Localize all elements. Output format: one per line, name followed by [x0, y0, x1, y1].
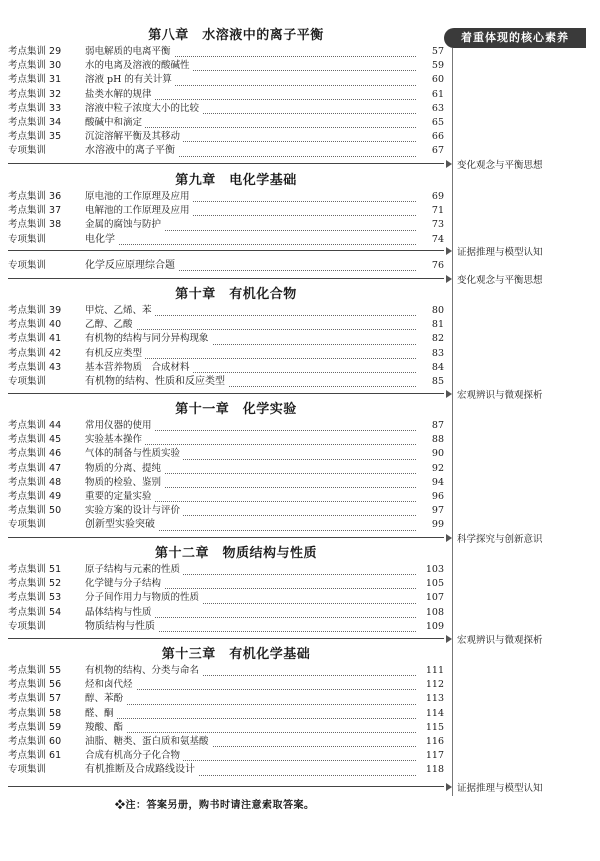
- entry-title: 原电池的工作原理及应用: [85, 190, 193, 204]
- core-literacy-tag: [446, 244, 543, 258]
- entry-title: 有机物的结构与同分异构现象: [85, 332, 212, 346]
- entry-title: 气体的制备与性质实验: [85, 447, 183, 461]
- entry-title: 乙醇、乙酸: [85, 318, 136, 332]
- entry-page: 71: [416, 204, 444, 218]
- chapter-9: [8, 172, 444, 247]
- entry-title: 物质结构与性质: [85, 620, 158, 634]
- entry-label: 考点集训 31: [8, 74, 62, 86]
- entry-title: 弱电解质的电离平衡: [85, 45, 174, 59]
- entry-label: 专项集训: [8, 375, 47, 387]
- chapter-divider: [8, 250, 444, 251]
- chapter-11: [8, 401, 444, 533]
- core-literacy-banner: 着重体现的核心素养: [444, 28, 586, 48]
- core-literacy-tag: [446, 157, 543, 171]
- entry-title: 电解池的工作原理及应用: [85, 204, 193, 218]
- entry-label: 考点集训 54: [8, 606, 62, 618]
- entry-label: 考点集训 40: [8, 319, 62, 331]
- entry-title: 有机反应类型: [85, 347, 145, 361]
- reaction-principle-section: [8, 259, 444, 273]
- entry-label: 考点集训 37: [8, 205, 62, 217]
- entry-title: 水溶液中的离子平衡: [85, 144, 178, 158]
- entry-page: 116: [416, 735, 444, 749]
- core-literacy-label: 变化观念与平衡思想: [457, 275, 543, 286]
- core-literacy-tag: [446, 632, 543, 646]
- entry-title: 基本营养物质 合成材料: [85, 361, 193, 375]
- chapter-title: 第十一章 化学实验: [175, 402, 297, 417]
- entry-label: 考点集训 33: [8, 102, 62, 114]
- entry-title: 甲烷、乙烯、苯: [85, 304, 155, 318]
- entry-title: 合成有机高分子化合物: [85, 749, 183, 763]
- entry-page: 73: [416, 218, 444, 232]
- entry-title: 物质的检验、鉴别: [85, 476, 164, 490]
- core-literacy-label: 变化观念与平衡思想: [457, 160, 543, 171]
- entry-title: 原子结构与元素的性质: [85, 563, 183, 577]
- entry-title: 晶体结构与性质: [85, 606, 155, 620]
- chapter-8: [8, 27, 444, 159]
- entry-title: 羧酸、酯: [85, 721, 126, 735]
- entry-page: 99: [416, 518, 444, 532]
- entry-label: 考点集训 53: [8, 592, 62, 604]
- entry-title: 水的电离及溶液的酸碱性: [85, 59, 193, 73]
- entry-label: 考点集训 45: [8, 434, 62, 446]
- entry-label: 考点集训 32: [8, 88, 62, 100]
- entry-title: 溶液 pH 的有关计算: [85, 73, 175, 87]
- entry-page: 112: [416, 678, 444, 692]
- entry-label: 考点集训 50: [8, 505, 62, 517]
- entry-page: 88: [416, 433, 444, 447]
- entry-page: 90: [416, 447, 444, 461]
- entry-page: 65: [416, 116, 444, 130]
- entry-label: 考点集训 38: [8, 219, 62, 231]
- core-literacy-label: 证据推理与模型认知: [457, 247, 543, 258]
- entry-title: 有机物的结构、性质和反应类型: [85, 375, 228, 389]
- entry-page: 82: [416, 332, 444, 346]
- entry-page: 61: [416, 88, 444, 102]
- entry-title: 金属的腐蚀与防护: [85, 218, 164, 232]
- entry-label: 考点集训 47: [8, 462, 62, 474]
- entry-page: 113: [416, 692, 444, 706]
- chapter-divider: [8, 638, 444, 639]
- entry-label: 专项集训: [8, 764, 47, 776]
- toc-entry-special[interactable]: [8, 620, 444, 634]
- entry-title: 油脂、糖类、蛋白质和氨基酸: [85, 735, 212, 749]
- entry-page: 117: [416, 749, 444, 763]
- entry-page: 76: [416, 259, 444, 273]
- entry-title: 化学反应原理综合题: [85, 259, 178, 273]
- entry-title: 分子间作用力与物质的性质: [85, 591, 202, 605]
- chapter-title: 第八章 水溶液中的离子平衡: [148, 28, 324, 43]
- toc-entry-special[interactable]: [8, 233, 444, 247]
- entry-label: 专项集训: [8, 233, 47, 245]
- chapter-10: [8, 286, 444, 389]
- core-literacy-tag: [446, 272, 543, 286]
- entry-page: 59: [416, 59, 444, 73]
- entry-label: 考点集训 52: [8, 578, 62, 590]
- entry-page: 109: [416, 620, 444, 634]
- entry-label: 考点集训 49: [8, 490, 62, 502]
- entry-title: 实验基本操作: [85, 433, 145, 447]
- core-literacy-tag: [446, 780, 543, 794]
- entry-label: 考点集训 34: [8, 116, 62, 128]
- entry-label: 考点集训 59: [8, 721, 62, 733]
- entry-page: 96: [416, 490, 444, 504]
- entry-page: 94: [416, 476, 444, 490]
- chapter-divider: [8, 278, 444, 279]
- entry-page: 74: [416, 233, 444, 247]
- arrow-right-icon: [446, 390, 452, 398]
- entry-label: 考点集训 60: [8, 735, 62, 747]
- entry-label: 专项集训: [8, 145, 47, 157]
- entry-label: 专项集训: [8, 260, 47, 271]
- entry-title: 创新型实验突破: [85, 518, 158, 532]
- entry-title: 烃和卤代烃: [85, 678, 136, 692]
- chapter-12: [8, 545, 444, 634]
- entry-page: 60: [416, 73, 444, 87]
- entry-label: 考点集训 41: [8, 333, 62, 345]
- entry-title: 重要的定量实验: [85, 490, 155, 504]
- entry-page: 114: [416, 707, 444, 721]
- entry-page: 87: [416, 419, 444, 433]
- entry-page: 69: [416, 190, 444, 204]
- entry-page: 103: [416, 563, 444, 577]
- entry-page: 118: [416, 763, 444, 777]
- arrow-right-icon: [446, 534, 452, 542]
- entry-title: 溶液中粒子浓度大小的比较: [85, 102, 202, 116]
- entry-page: 63: [416, 102, 444, 116]
- chapter-title: 第十二章 物质结构与性质: [154, 546, 317, 561]
- core-literacy-tag: [446, 531, 543, 545]
- chapter-13: [8, 646, 444, 778]
- entry-label: 考点集训 56: [8, 679, 62, 691]
- arrow-right-icon: [446, 635, 452, 643]
- toc-entry-special[interactable]: [8, 259, 444, 273]
- entry-page: 97: [416, 504, 444, 518]
- chapter-divider: [8, 786, 444, 787]
- entry-label: 考点集训 51: [8, 564, 62, 575]
- entry-label: 考点集训 43: [8, 361, 62, 373]
- entry-label: 专项集训: [8, 519, 47, 531]
- entry-label: 考点集训 36: [8, 191, 62, 202]
- entry-page: 57: [416, 45, 444, 59]
- entry-label: 专项集训: [8, 620, 47, 632]
- entry-page: 67: [416, 144, 444, 158]
- entry-title: 醇、苯酚: [85, 692, 126, 706]
- entry-page: 108: [416, 606, 444, 620]
- entry-label: 考点集训 57: [8, 693, 62, 705]
- entry-title: 盐类水解的规律: [85, 88, 155, 102]
- chapter-title: 第九章 电化学基础: [175, 173, 297, 188]
- entry-title: 有机物的结构、分类与命名: [85, 664, 202, 678]
- entry-page: 80: [416, 304, 444, 318]
- entry-title: 有机推断及合成路线设计: [85, 763, 198, 777]
- entry-page: 105: [416, 577, 444, 591]
- entry-page: 83: [416, 347, 444, 361]
- entry-title: 酸碱中和滴定: [85, 116, 145, 130]
- arrow-right-icon: [446, 783, 452, 791]
- entry-title: 实验方案的设计与评价: [85, 504, 183, 518]
- toc-entry-special[interactable]: [8, 763, 444, 777]
- core-literacy-label: 证据推理与模型认知: [457, 783, 543, 794]
- entry-page: 81: [416, 318, 444, 332]
- entry-title: 沉淀溶解平衡及其移动: [85, 130, 183, 144]
- entry-page: 85: [416, 375, 444, 389]
- toc-entry-special[interactable]: [8, 144, 444, 158]
- entry-label: 考点集训 44: [8, 420, 62, 431]
- entry-page: 92: [416, 462, 444, 476]
- arrow-right-icon: [446, 160, 452, 168]
- entry-label: 考点集训 42: [8, 347, 62, 359]
- chapter-divider: [8, 393, 444, 394]
- toc-entry-special[interactable]: [8, 518, 444, 532]
- core-literacy-tag: [446, 387, 543, 401]
- chapter-title: 第十三章 有机化学基础: [161, 647, 311, 662]
- entry-page: 115: [416, 721, 444, 735]
- arrow-right-icon: [446, 247, 452, 255]
- entry-label: 考点集训 46: [8, 448, 62, 460]
- entry-page: 84: [416, 361, 444, 375]
- entry-page: 111: [416, 664, 444, 678]
- entry-label: 考点集训 48: [8, 476, 62, 488]
- entry-title: 物质的分离、提纯: [85, 462, 164, 476]
- arrow-right-icon: [446, 275, 452, 283]
- toc-entry-special[interactable]: [8, 375, 444, 389]
- entry-label: 考点集训 55: [8, 665, 62, 676]
- entry-label: 考点集训 61: [8, 750, 62, 762]
- entry-title: 常用仪器的使用: [85, 419, 155, 433]
- entry-label: 考点集训 35: [8, 131, 62, 143]
- chapter-title: 第十章 有机化合物: [175, 287, 297, 302]
- core-literacy-label: 宏观辨识与微观探析: [457, 635, 543, 646]
- entry-label: 考点集训 58: [8, 707, 62, 719]
- entry-page: 107: [416, 591, 444, 605]
- entry-page: 66: [416, 130, 444, 144]
- entry-label: 考点集训 29: [8, 46, 62, 57]
- entry-title: 电化学: [85, 233, 118, 247]
- entry-title: 醛、酮: [85, 707, 117, 721]
- chapter-divider: [8, 163, 444, 164]
- entry-label: 考点集训 39: [8, 305, 62, 316]
- chapter-divider: [8, 537, 444, 538]
- core-literacy-label: 宏观辨识与微观探析: [457, 390, 543, 401]
- entry-title: 化学键与分子结构: [85, 577, 164, 591]
- entry-label: 考点集训 30: [8, 60, 62, 72]
- footnote: ❖注：答案另册，购书时请注意索取答案。: [115, 800, 315, 811]
- core-literacy-label: 科学探究与创新意识: [457, 534, 543, 545]
